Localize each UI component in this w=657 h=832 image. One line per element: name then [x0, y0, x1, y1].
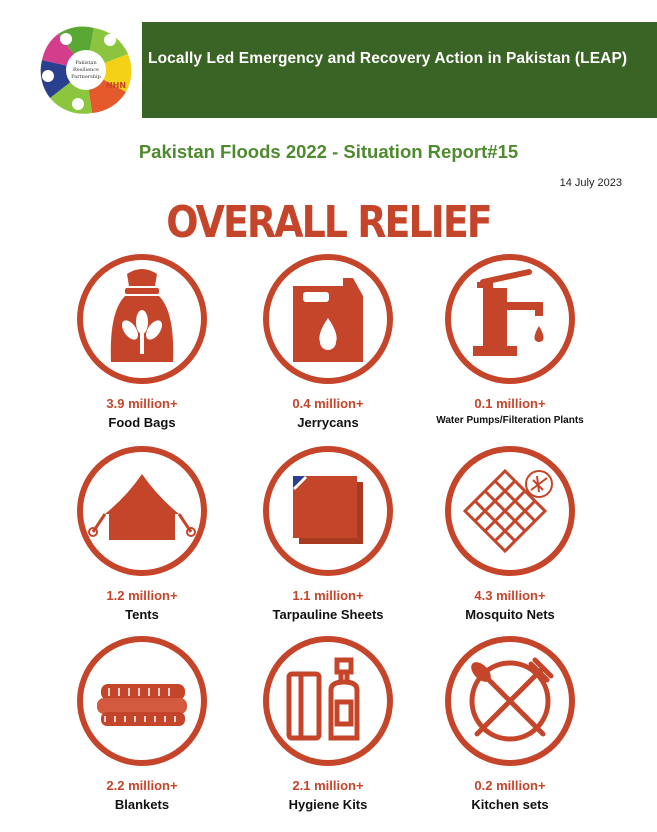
relief-label: Jerrycans	[297, 415, 359, 430]
relief-value: 4.3 million+	[474, 588, 546, 603]
relief-item-hygiene-kits	[238, 634, 418, 812]
hygiene-kit-icon	[261, 634, 395, 768]
relief-value: 1.1 million+	[292, 588, 364, 603]
relief-item-water-pumps	[420, 252, 600, 427]
kitchen-set-icon	[443, 634, 577, 768]
relief-value: 3.9 million+	[106, 396, 178, 411]
jerrycan-icon	[261, 252, 395, 386]
relief-label: Food Bags	[108, 415, 176, 430]
relief-label: Mosquito Nets	[465, 607, 555, 622]
tarpaulin-icon	[261, 444, 395, 578]
relief-value: 0.1 million+	[474, 396, 546, 411]
relief-label: Tarpauline Sheets	[272, 607, 384, 622]
svg-text:Resilience: Resilience	[72, 67, 100, 73]
mosquito-net-icon	[443, 444, 577, 578]
header-title: Locally Led Emergency and Recovery Action in Pakistan (LEAP)	[148, 50, 628, 67]
food-bag-icon	[75, 252, 209, 386]
svg-text:Partnership: Partnership	[71, 74, 101, 80]
report-date: 14 July 2023	[559, 177, 622, 189]
svg-text:Pakistan: Pakistan	[75, 60, 97, 66]
relief-value: 2.1 million+	[292, 778, 364, 793]
relief-value: 0.4 million+	[292, 396, 364, 411]
pakistan-resilience-partnership-logo	[36, 26, 136, 114]
relief-label: Hygiene Kits	[288, 797, 368, 812]
relief-value: 2.2 million+	[106, 778, 178, 793]
relief-label: Water Pumps/Filteration Plants	[436, 415, 584, 426]
relief-item-food-bags	[52, 252, 232, 430]
relief-value: 1.2 million+	[106, 588, 178, 603]
relief-item-kitchen-sets	[420, 634, 600, 812]
water-pump-icon	[443, 252, 577, 386]
relief-item-blankets	[52, 634, 232, 812]
relief-label: Kitchen sets	[471, 797, 549, 812]
relief-item-tarpaulin	[238, 444, 418, 622]
relief-item-mosquito-nets	[420, 444, 600, 622]
section-title: OVERALL RELIEF	[166, 196, 491, 248]
blanket-icon	[75, 634, 209, 768]
relief-label: Blankets	[114, 797, 170, 812]
svg-text:NHN: NHN	[105, 81, 127, 90]
relief-label: Tents	[125, 607, 159, 622]
relief-item-tents	[52, 444, 232, 622]
relief-item-jerrycans	[238, 252, 418, 430]
report-title: Pakistan Floods 2022 - Situation Report#15	[138, 141, 519, 162]
tent-icon	[75, 444, 209, 578]
relief-value: 0.2 million+	[474, 778, 546, 793]
